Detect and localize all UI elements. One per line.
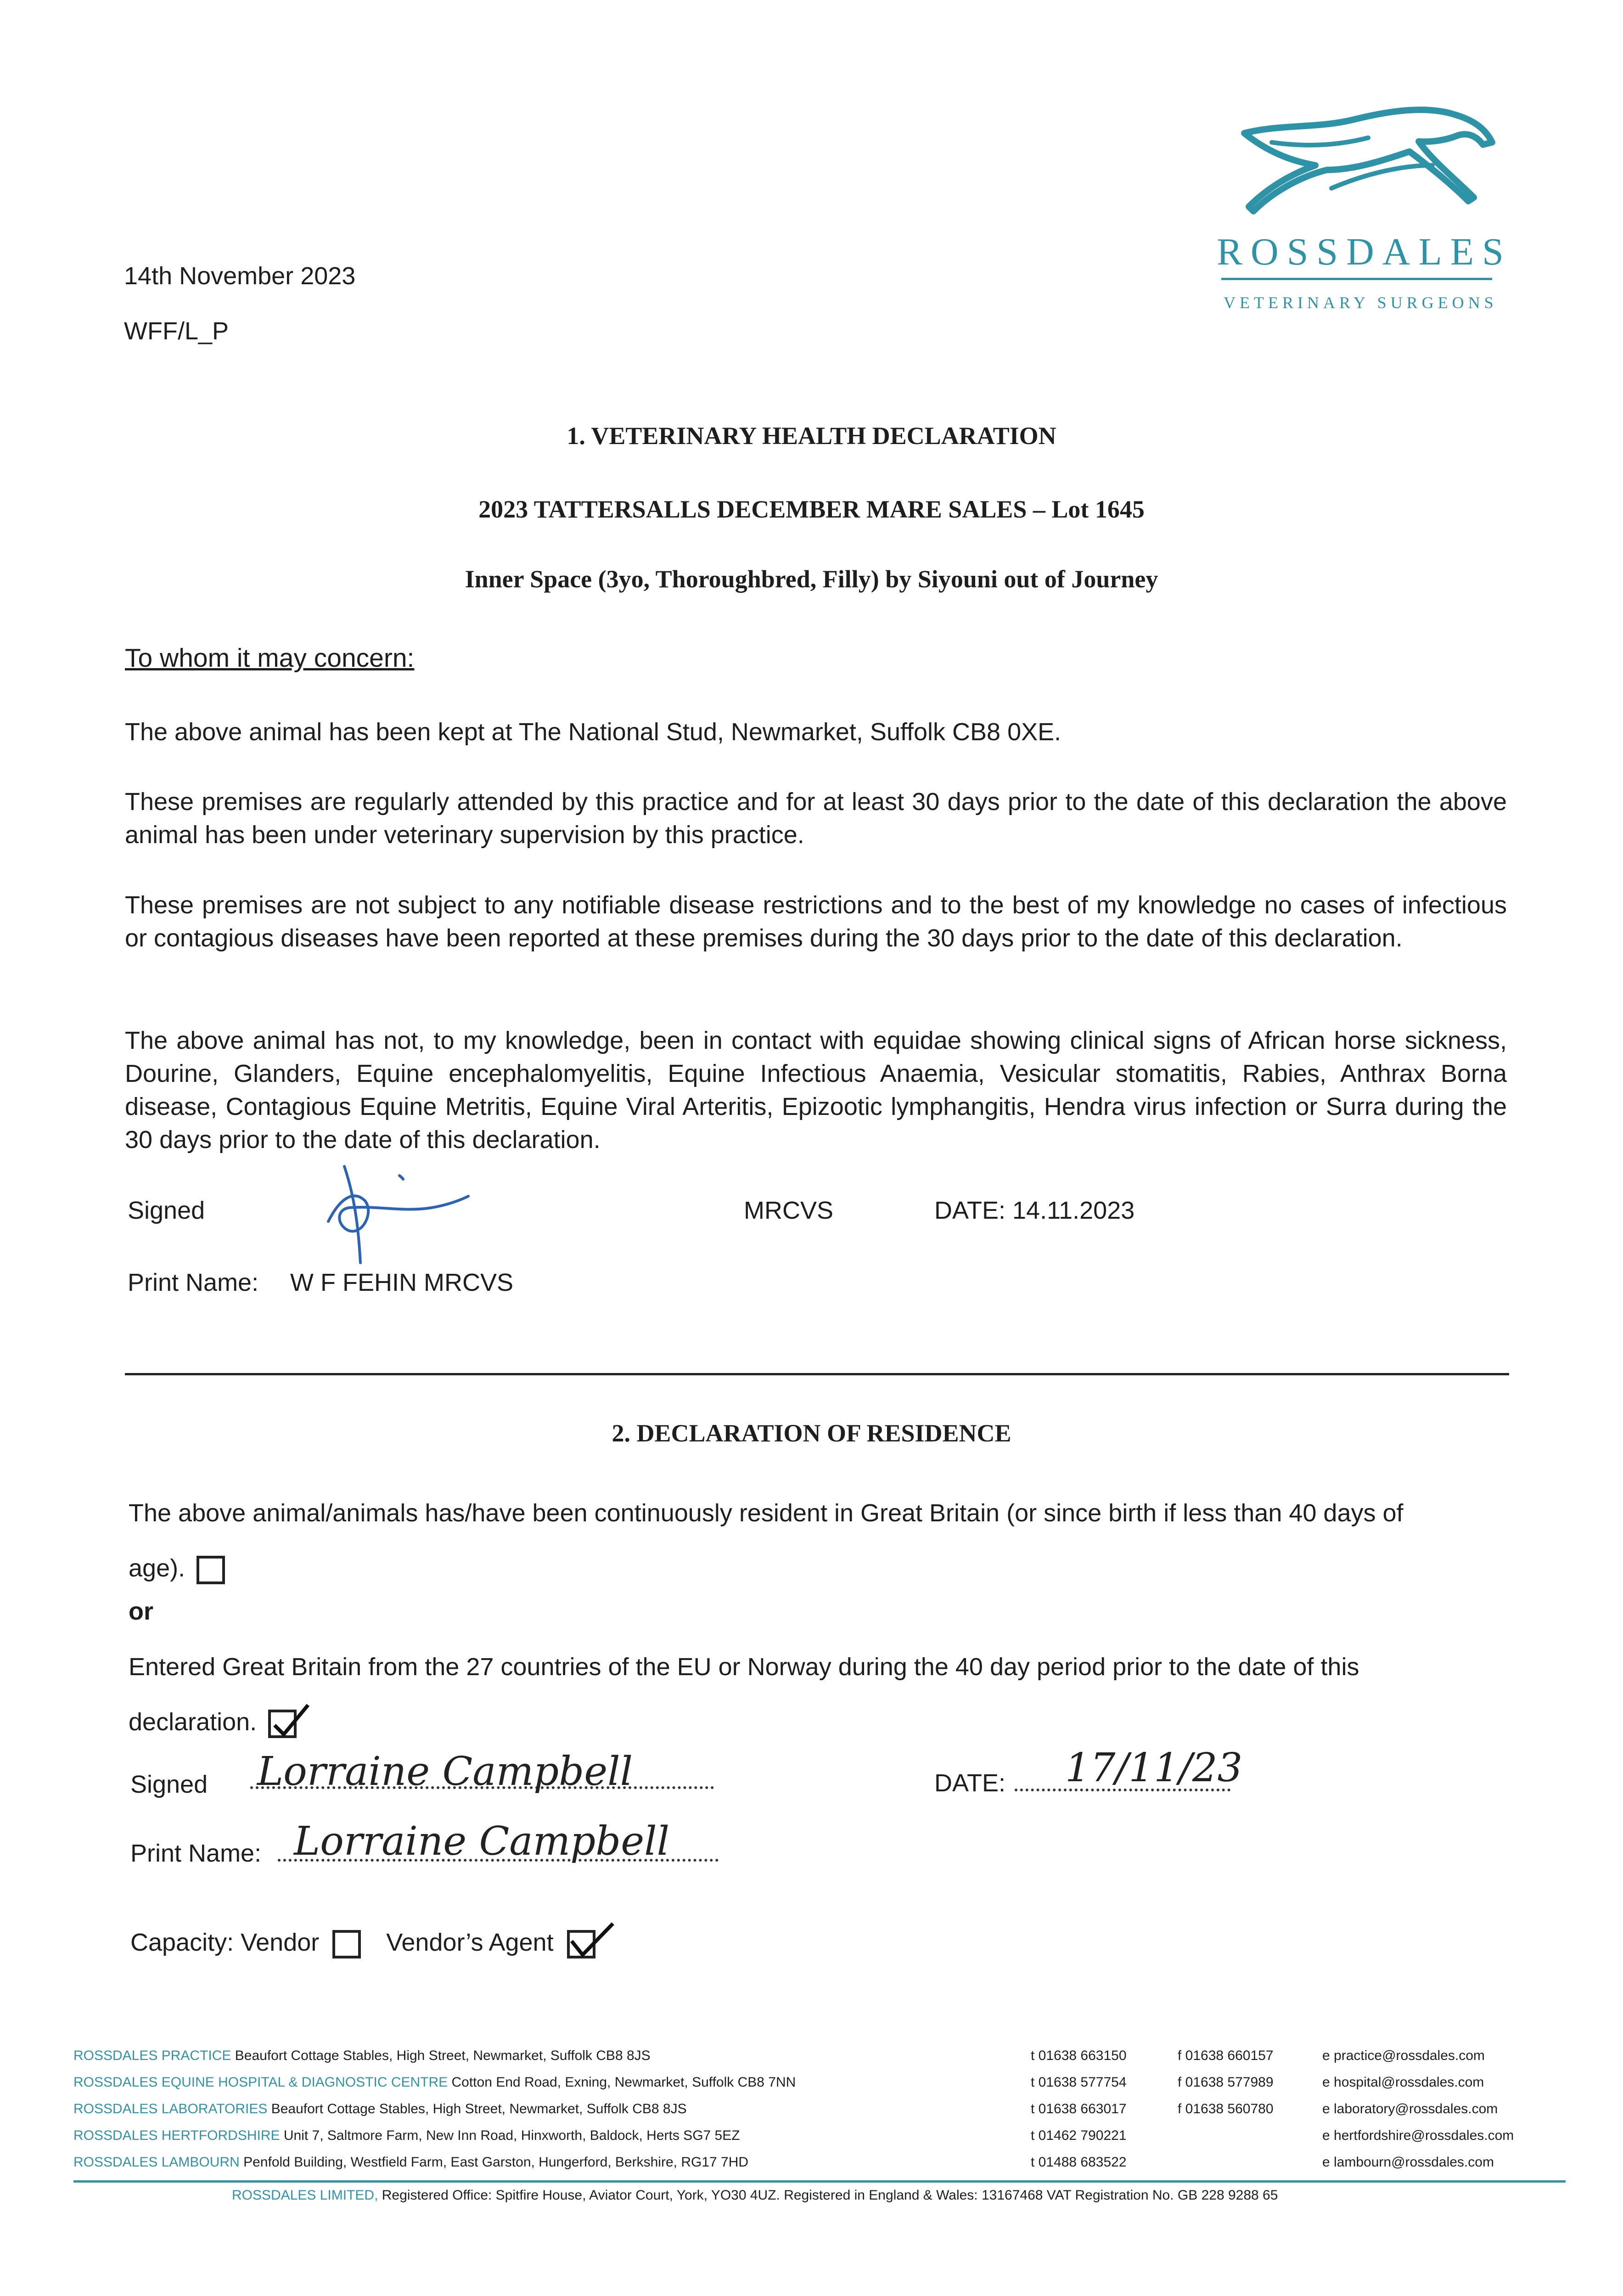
agent-signed-label: Signed: [130, 1771, 208, 1798]
entered-gb-checkbox[interactable]: [268, 1710, 297, 1738]
logo-name: ROSSDALES: [1217, 231, 1512, 273]
section-divider: [125, 1373, 1509, 1375]
paragraph-1: The above animal has been kept at The National Stud, Newmarket, Suffolk CB8 0XE.: [125, 718, 1061, 746]
footer-location-address: Beaufort Cottage Stables, High Street, Newmarket, Suffolk CB8 8JS: [271, 2101, 687, 2116]
footer-location-row: [73, 2096, 1566, 2122]
footer-location-address: Beaufort Cottage Stables, High Street, Newmarket, Suffolk CB8 8JS: [235, 2048, 651, 2063]
footer-location-tel: t 01638 663017: [1031, 2101, 1127, 2116]
footer-registration: [232, 2182, 1278, 2209]
capacity-row: [130, 1926, 595, 1958]
vet-date: DATE: 14.11.2023: [934, 1197, 1135, 1224]
paragraph-2: These premises are regularly attended by this practice and for at least 30 days prior to the date of this declaration the above animal has been under veterinary supervision by this practice.: [125, 788, 1507, 849]
agent-print-name: Lorraine Campbell: [294, 1818, 670, 1864]
section2-title: 2. DECLARATION OF RESIDENCE: [612, 1419, 1011, 1447]
footer-location-fax: f 01638 577989: [1178, 2075, 1274, 2090]
residence-option-1: [129, 1486, 1451, 1596]
footer-location-tel: t 01462 790221: [1031, 2128, 1127, 2143]
paragraph-3: These premises are not subject to any notifiable disease restrictions and to the best of my knowledge no cases of infectious or contagious diseases have been reported at these premises during the 30 days prior to the date of this declaration.: [125, 891, 1507, 952]
footer-location-address: Unit 7, Saltmore Farm, New Inn Road, Hinxworth, Baldock, Herts SG7 5EZ: [283, 2128, 740, 2143]
footer-location-address: Penfold Building, Westfield Farm, East Garston, Hungerford, Berkshire, RG17 7HD: [243, 2155, 749, 2170]
footer-location-row: [73, 2149, 1566, 2176]
footer: [73, 2043, 1566, 2176]
vet-signature: [285, 1157, 477, 1277]
agent-date: 17/11/23: [1065, 1745, 1243, 1791]
footer-location-row: [73, 2069, 1566, 2096]
footer-location-name: ROSSDALES EQUINE HOSPITAL & DIAGNOSTIC CENTRE: [73, 2075, 448, 2090]
rossdales-logo: [1203, 92, 1515, 321]
resident-checkbox[interactable]: [197, 1556, 225, 1584]
footer-location-name: ROSSDALES HERTFORDSHIRE: [73, 2128, 280, 2143]
vet-print-name: W F FEHIN MRCVS: [290, 1269, 513, 1296]
logo-divider: [1221, 278, 1492, 280]
footer-company-name: ROSSDALES LIMITED,: [232, 2188, 378, 2203]
or-separator: or: [129, 1598, 153, 1625]
agent-print-name-label: Print Name:: [130, 1840, 262, 1867]
footer-location-name: ROSSDALES LABORATORIES: [73, 2101, 268, 2116]
footer-location-address: Cotton End Road, Exning, Newmarket, Suffolk CB8 7NN: [451, 2075, 796, 2090]
footer-registration-text: Registered Office: Spitfire House, Aviator Court, York, YO30 4UZ. Registered in England & Wales: 13167468 VAT Registration No. GB 228 9288 65: [382, 2188, 1278, 2203]
footer-location-email: e hospital@rossdales.com: [1322, 2075, 1484, 2090]
footer-location-email: e practice@rossdales.com: [1322, 2048, 1485, 2063]
mrcvs-label: MRCVS: [744, 1197, 834, 1224]
footer-location-email: e laboratory@rossdales.com: [1322, 2101, 1498, 2116]
horse-title: Inner Space (3yo, Thoroughbred, Filly) by Siyouni out of Journey: [465, 565, 1158, 593]
footer-location-email: e hertfordshire@rossdales.com: [1322, 2128, 1514, 2143]
footer-location-tel: t 01638 577754: [1031, 2075, 1127, 2090]
vendor-agent-label: Vendor’s Agent: [386, 1929, 554, 1956]
footer-location-fax: f 01638 660157: [1178, 2048, 1274, 2063]
paragraph-4: The above animal has not, to my knowledge, been in contact with equidae showing clinical signs of African horse sickness, Dourine, Glanders, Equine encephalomyelitis, Equine Infectious Anaemia, Vesicular stomatitis, Rabies, Anthrax Borna disease, Contagious Equine Metritis, Equine Viral Arteritis, Epizootic lymphangitis, Hendra virus infection or Surra during the 30 days prior to the date of this declaration.: [125, 1027, 1507, 1154]
residence-option-1-text: The above animal/animals has/have been continuously resident in Great Britain (or since birth if less than 40 days of age).: [129, 1499, 1404, 1582]
reference-code: WFF/L_P: [124, 317, 229, 345]
footer-location-row: [73, 2043, 1566, 2069]
vet-print-name-label: Print Name:: [128, 1269, 259, 1296]
footer-location-fax: f 01638 560780: [1178, 2101, 1274, 2116]
footer-location-email: e lambourn@rossdales.com: [1322, 2155, 1494, 2170]
footer-location-name: ROSSDALES LAMBOURN: [73, 2155, 240, 2170]
sale-title: 2023 TATTERSALLS DECEMBER MARE SALES – Lot 1645: [478, 495, 1145, 523]
vendor-checkbox[interactable]: [332, 1930, 361, 1958]
horse-logo-icon: [1217, 92, 1501, 230]
salutation: To whom it may concern:: [125, 643, 415, 673]
vendor-agent-checkbox[interactable]: [567, 1930, 595, 1958]
agent-signature: Lorraine Campbell: [257, 1749, 633, 1795]
vet-signed-label: Signed: [128, 1197, 205, 1224]
agent-date-label: DATE:: [934, 1769, 1006, 1797]
footer-location-tel: t 01638 663150: [1031, 2048, 1127, 2063]
footer-location-name: ROSSDALES PRACTICE: [73, 2048, 231, 2063]
logo-tagline: VETERINARY SURGEONS: [1224, 293, 1498, 312]
letter-date: 14th November 2023: [124, 262, 356, 290]
residence-option-2-text: Entered Great Britain from the 27 countries of the EU or Norway during the 40 day period prior to the date of this declaration.: [129, 1653, 1359, 1736]
section1-title: 1. VETERINARY HEALTH DECLARATION: [567, 422, 1056, 450]
capacity-vendor-label: Capacity: Vendor: [130, 1929, 320, 1956]
footer-location-tel: t 01488 683522: [1031, 2155, 1127, 2170]
residence-option-2: [129, 1639, 1451, 1750]
footer-location-row: [73, 2122, 1566, 2149]
